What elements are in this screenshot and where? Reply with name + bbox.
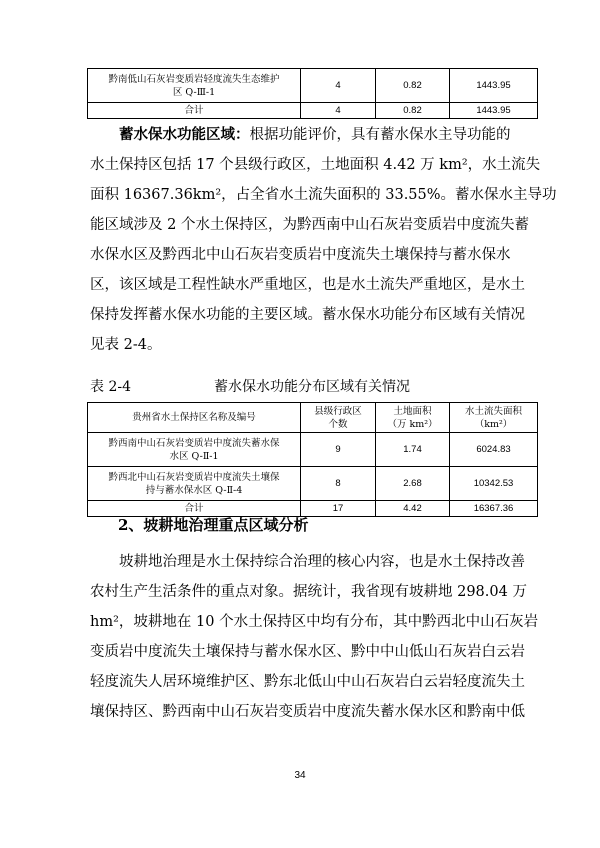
cell-text: 黔西南中山石灰岩变质岩中度流失蓄水保 <box>108 437 280 449</box>
header-text: （km²） <box>474 418 513 430</box>
header-text: 个数 <box>328 418 348 430</box>
cell-text: 黔南低山石灰岩变质岩轻度流失生态维护 <box>108 73 280 85</box>
table-cell-area: 1.74 <box>376 433 450 467</box>
cell-text: 水区 Q-Ⅱ-1 <box>169 450 219 462</box>
paragraph-line: 轻度流失人居环境维护区、黔东北低山中山石灰岩白云岩轻度流失土 <box>90 674 525 690</box>
table-cell-area: 2.68 <box>376 467 450 501</box>
paragraph-line: 壤保持区、黔西南中山石灰岩变质岩中度流失蓄水保水区和黔南中低 <box>90 704 525 720</box>
header-text: （万 km²） <box>387 418 438 430</box>
paragraph-line: 能区域涉及 2 个水土保持区，为黔西南中山石灰岩变质岩中度流失蓄 <box>90 217 529 233</box>
cell-text: 持与蓄水保水区 Q-Ⅱ-4 <box>145 484 243 496</box>
table-cell-name <box>88 69 301 103</box>
section-paragraph <box>90 120 557 360</box>
table-cell-count: 4 <box>301 69 376 103</box>
table-cell-loss: 1443.95 <box>450 69 538 103</box>
table-cell-count: 4 <box>301 103 376 119</box>
table-cell-area: 4.42 <box>376 501 450 517</box>
paragraph-line: 农村生产生活条件的重点对象。据统计，我省现有坡耕地 298.04 万 <box>90 584 527 600</box>
table-cell-count: 8 <box>301 467 376 501</box>
paragraph-line: 保持发挥蓄水保水功能的主要区域。蓄水保水功能分布区域有关情况 <box>90 307 525 323</box>
paragraph-line: 见表 2-4。 <box>90 337 162 353</box>
table-caption-number: 表 2-4 <box>90 379 131 395</box>
paragraph-line: 坡耕地治理是水土保持综合治理的核心内容，也是水土保持改善 <box>119 554 525 570</box>
cell-text: 区 Q-Ⅲ-1 <box>172 86 216 98</box>
header-text: 土地面积 <box>393 405 432 417</box>
table-cell-area: 0.82 <box>376 69 450 103</box>
header-name: 贵州省水土保持区名称及编号 <box>88 403 301 433</box>
table-cell-area: 0.82 <box>376 103 450 119</box>
page-number: 34 <box>294 770 306 781</box>
table-cell-loss: 16367.36 <box>450 501 538 517</box>
table-header-row <box>88 403 538 433</box>
header-text: 县级行政区 <box>314 405 362 417</box>
table-cell-name <box>88 433 301 467</box>
table-row <box>88 103 538 119</box>
table-cell-loss: 1443.95 <box>450 103 538 119</box>
header-area <box>376 403 450 433</box>
table-row <box>88 433 538 467</box>
table-cell-loss: 6024.83 <box>450 433 538 467</box>
table-cell-count: 17 <box>301 501 376 517</box>
table-2-4 <box>87 402 538 517</box>
paragraph-line: 水保水区及黔西北中山石灰岩变质岩中度流失土壤保持与蓄水保水 <box>90 247 511 263</box>
section-lead: 蓄水保水功能区域： <box>119 126 250 143</box>
table-caption-title: 蓄水保水功能分布区域有关情况 <box>214 379 410 395</box>
table-row <box>88 467 538 501</box>
table-cell-name: 合计 <box>88 501 301 517</box>
paragraph-line: hm²，坡耕地在 10 个水土保持区中均有分布，其中黔西北中山石灰岩 <box>90 614 539 630</box>
paragraph-line: 面积 16367.36km²，占全省水土流失面积的 33.55%。蓄水保水主导功 <box>90 187 557 203</box>
table-row <box>88 69 538 103</box>
table-cell-count: 9 <box>301 433 376 467</box>
header-loss <box>450 403 538 433</box>
body-paragraph <box>90 547 539 727</box>
paragraph-line: 区，该区域是工程性缺水严重地区，也是水土流失严重地区，是水土 <box>90 277 525 293</box>
paragraph-line: 变质岩中度流失土壤保持与蓄水保水区、黔中中山低山石灰岩白云岩 <box>90 644 525 660</box>
paragraph-text: 根据功能评价，具有蓄水保水主导功能的 <box>249 127 511 143</box>
paragraph-line: 水土保持区包括 17 个县级行政区，土地面积 4.42 万 km²，水土流失 <box>90 157 541 173</box>
table-cell-name: 合计 <box>88 103 301 119</box>
header-text: 水土流失面积 <box>464 405 522 417</box>
cell-text: 黔西北中山石灰岩变质岩中度流失土壤保 <box>108 471 280 483</box>
header-count <box>301 403 376 433</box>
table-continuation <box>87 68 538 119</box>
table-cell-name <box>88 467 301 501</box>
paragraph-line <box>90 120 510 150</box>
table-cell-loss: 10342.53 <box>450 467 538 501</box>
section-heading: 2、坡耕地治理重点区域分析 <box>118 516 309 534</box>
